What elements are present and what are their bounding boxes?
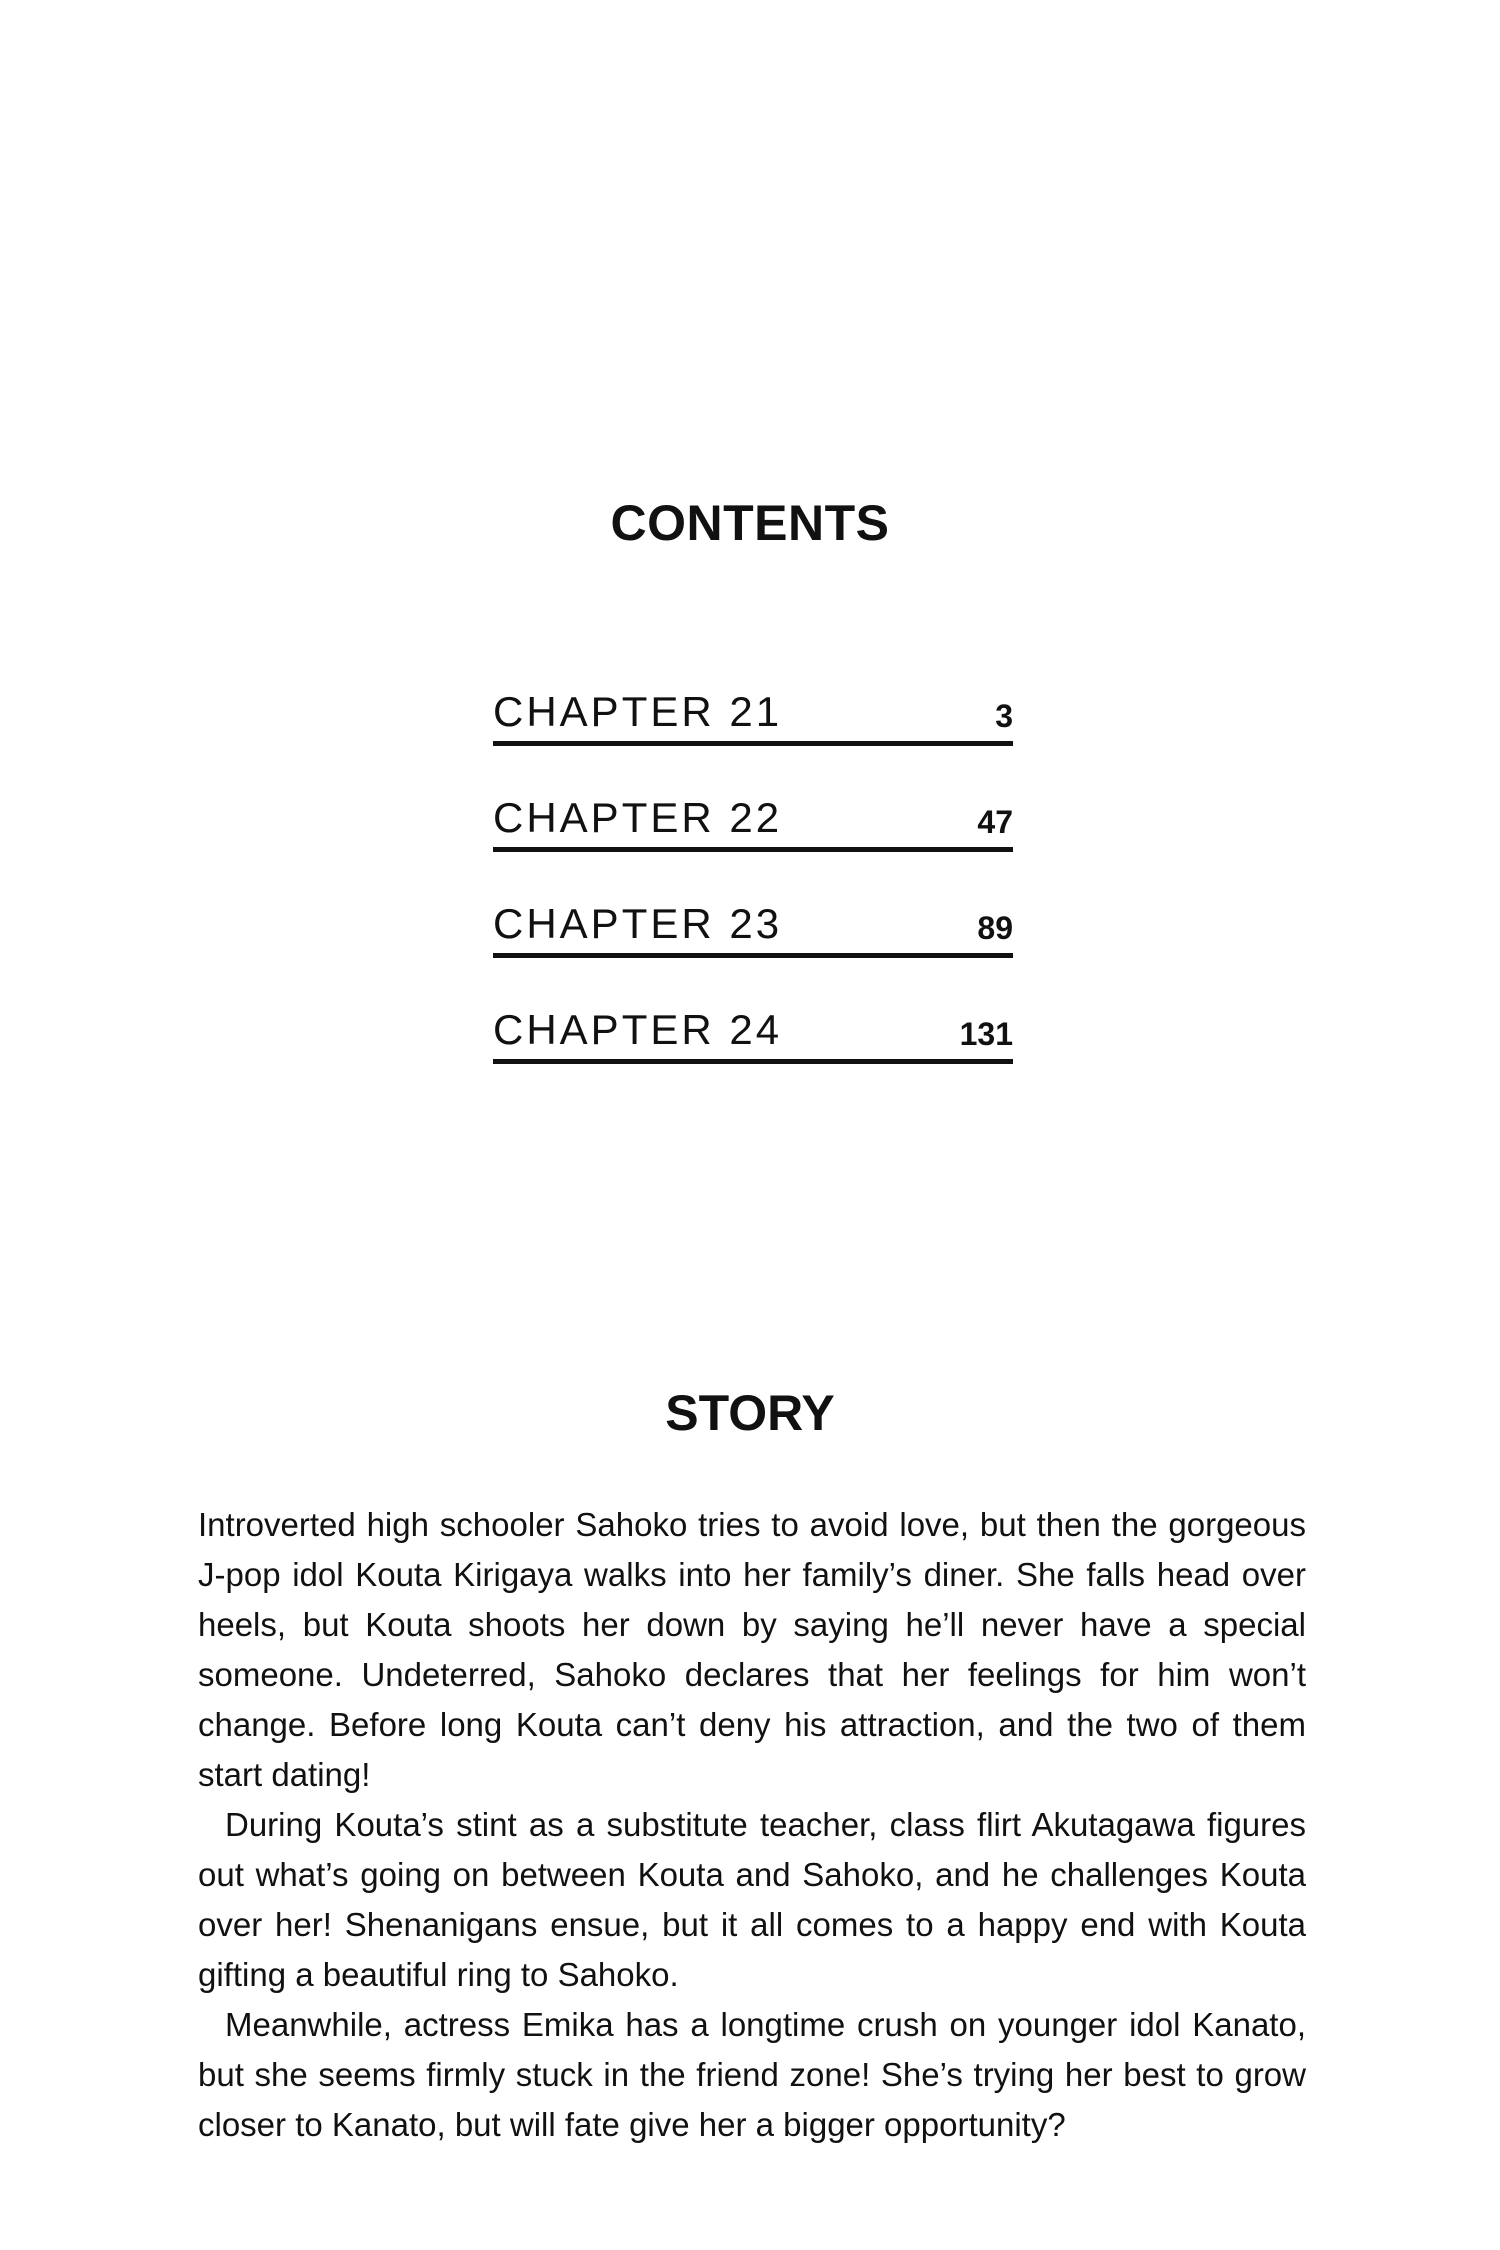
contents-heading: CONTENTS bbox=[610, 495, 890, 551]
story-summary bbox=[198, 1500, 1306, 2150]
toc-entry-chapter-21[interactable] bbox=[493, 678, 1013, 784]
toc-page-number: 131 bbox=[959, 1016, 1013, 1052]
toc-page-number: 3 bbox=[995, 698, 1013, 734]
toc-divider bbox=[493, 741, 1013, 746]
story-paragraph-1: Introverted high schooler Sahoko tries to avoid love, but then the gorgeous J-pop idol Kouta Kirigaya walks into her family’s diner. She falls head over heels, but Kouta shoots her down by saying he’ll never have a special someone. Undeterred, Sahoko declares that her feelings for him won’t change. Before long Kouta can’t deny his attraction, and the two of them start dating! bbox=[198, 1506, 1306, 1793]
story-paragraph-2: During Kouta’s stint as a substitute teacher, class flirt Akutagawa figures out what’s going on between Kouta and Sahoko, and he challenges Kouta over her! Shenanigans ensue, but it all comes to a happy end with Kouta gifting a beautiful ring to Sahoko. bbox=[198, 1806, 1306, 1993]
toc-entry-chapter-24[interactable] bbox=[493, 996, 1013, 1102]
toc-chapter-label: CHAPTER 23 bbox=[493, 900, 783, 947]
toc-page-number: 47 bbox=[977, 804, 1013, 840]
toc-page-number: 89 bbox=[977, 910, 1013, 946]
toc-chapter-label: CHAPTER 24 bbox=[493, 1006, 783, 1053]
toc-divider bbox=[493, 1059, 1013, 1064]
story-paragraph-3: Meanwhile, actress Emika has a longtime crush on younger idol Kanato, but she seems firmly stuck in the friend zone! She’s trying her best to grow closer to Kanato, but will fate give her a bigger opportunity? bbox=[198, 2006, 1306, 2143]
toc-entry-chapter-23[interactable] bbox=[493, 890, 1013, 996]
toc-chapter-label: CHAPTER 22 bbox=[493, 794, 783, 841]
toc-divider bbox=[493, 847, 1013, 852]
toc-chapter-label: CHAPTER 21 bbox=[493, 688, 783, 735]
table-of-contents bbox=[493, 678, 1013, 1102]
toc-divider bbox=[493, 953, 1013, 958]
toc-entry-chapter-22[interactable] bbox=[493, 784, 1013, 890]
story-heading: STORY bbox=[665, 1385, 835, 1441]
